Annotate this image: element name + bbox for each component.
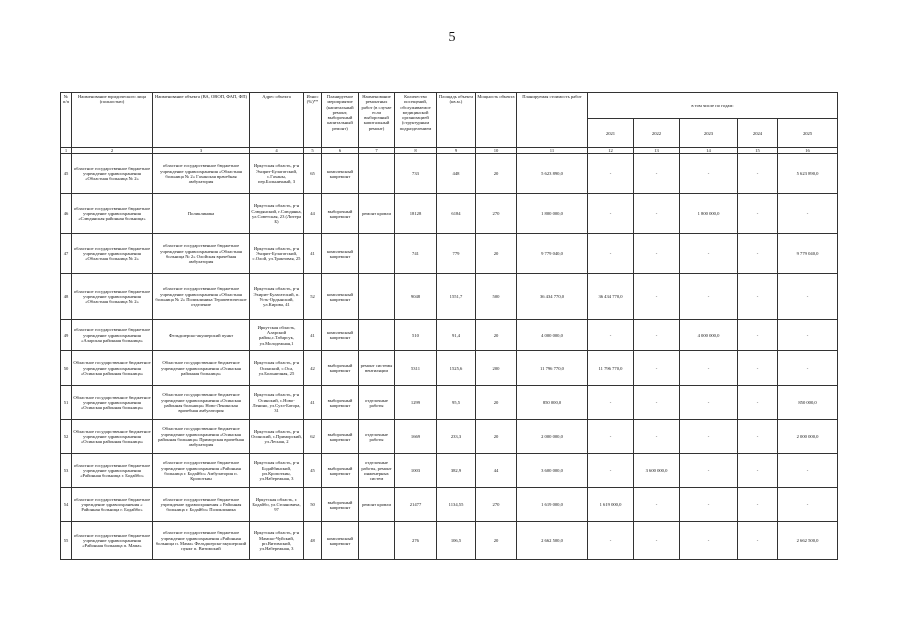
- cell-year-2023: 1 800 000,0: [680, 194, 738, 234]
- cell-year-2021: 36 434 770,0: [588, 274, 634, 320]
- table-row: [61, 274, 838, 320]
- cell-planned-event: выборочный капремонт: [322, 420, 359, 454]
- cell-power: 20: [476, 154, 517, 194]
- cell-cost: 4 000 000,0: [517, 320, 588, 351]
- cell-cost: 36 434 770,0: [517, 274, 588, 320]
- header-repair-works: Наименование ремонтных работ (в случае если выборочный капитальный ремонт): [359, 93, 395, 148]
- cell-year-2025: 850 000,0: [778, 386, 838, 420]
- cell-visits: 276: [395, 522, 437, 560]
- cell-address: Иркутская область, Аларский район,с.Табарсук, ул.Молодежная,1: [250, 320, 304, 351]
- cell-year-2024: -: [738, 320, 778, 351]
- column-number: 10: [476, 148, 517, 154]
- cell-wear: 44: [304, 194, 322, 234]
- cell-repair-works: [359, 154, 395, 194]
- cell-power: 270: [476, 194, 517, 234]
- cell-repair-works: ремонт системы вентиляции: [359, 351, 395, 386]
- cell-object-name: Поликлиника: [153, 194, 250, 234]
- column-number: 11: [517, 148, 588, 154]
- header-power: Мощность объекта: [476, 93, 517, 148]
- cell-object-name: Областное государственное бюджетное учреждение здравоохранения «Осинская районная больница»: [153, 351, 250, 386]
- cell-visits: 18128: [395, 194, 437, 234]
- cell-legal-entity: областное государственное бюджетное учреждение здравоохранения «Аларская районная больница»: [72, 320, 153, 351]
- cell-year-2021: -: [588, 320, 634, 351]
- cell-wear: 45: [304, 454, 322, 488]
- cell-planned-event: выборочный капремонт: [322, 454, 359, 488]
- header-planned-event: Планируемое мероприятие (капитальный ремонт, выборочный капитальный ремонт): [322, 93, 359, 148]
- cell-year-2025: -: [778, 454, 838, 488]
- column-number: 14: [680, 148, 738, 154]
- header-num: № п/п: [61, 93, 72, 148]
- cell-wear: 65: [304, 154, 322, 194]
- cell-year-2023: 4 000 000,0: [680, 320, 738, 351]
- cell-address: Иркутская область, р-н Осинский, с.Ново-Ленино, ул.Сухэ-Батора, 31: [250, 386, 304, 420]
- cell-planned-event: комплексный капремонт: [322, 234, 359, 274]
- cell-object-name: Областное государственное бюджетное учреждение здравоохранения «Осинская районная больница» Ново-Ленинская врачебная амбулатория: [153, 386, 250, 420]
- cell-year-2024: -: [738, 420, 778, 454]
- cell-year-2022: -: [634, 320, 680, 351]
- cell-year-2024: -: [738, 454, 778, 488]
- cell-cost: 5 623 890,0: [517, 154, 588, 194]
- header-cost: Планируемая стоимость работ: [517, 93, 588, 148]
- cell-num: 53: [61, 454, 72, 488]
- cell-repair-works: отделочные работы: [359, 420, 395, 454]
- cell-area: 1525,6: [437, 351, 476, 386]
- cell-wear: 42: [304, 351, 322, 386]
- column-number: 1: [61, 148, 72, 154]
- cell-num: 46: [61, 194, 72, 234]
- cell-num: 48: [61, 274, 72, 320]
- cell-year-2024: -: [738, 194, 778, 234]
- cell-area: 106,5: [437, 522, 476, 560]
- cell-legal-entity: Областное государственное бюджетное учреждение здравоохранения «Осинская районная больница»: [72, 386, 153, 420]
- cell-power: 200: [476, 351, 517, 386]
- header-year-2022: 2022: [634, 119, 680, 148]
- cell-area: 1551,7: [437, 274, 476, 320]
- header-year-2021: 2021: [588, 119, 634, 148]
- cell-num: 47: [61, 234, 72, 274]
- cell-planned-event: комплексный капремонт: [322, 320, 359, 351]
- cell-object-name: областное государственное бюджетное учреждение здравоохранения «Областная больница № 2» Гаханская врачебная амбулатория: [153, 154, 250, 194]
- cell-address: Иркутская область, р-н Эхирит-Булагатский, п. Усть-Ордынский, ул.Кирова, 41: [250, 274, 304, 320]
- cell-repair-works: [359, 522, 395, 560]
- cell-year-2024: -: [738, 522, 778, 560]
- cell-cost: 3 600 000,0: [517, 454, 588, 488]
- cell-year-2025: 5 623 890,0: [778, 154, 838, 194]
- cell-area: 233,3: [437, 420, 476, 454]
- cell-year-2023: -: [680, 386, 738, 420]
- column-number: 16: [778, 148, 838, 154]
- cell-legal-entity: Областное государственное бюджетное учреждение здравоохранения «Осинская районная больница»: [72, 351, 153, 386]
- cell-legal-entity: областное государственное бюджетное учреждение здравоохранения «Областная больница № 2»: [72, 274, 153, 320]
- cell-year-2021: -: [588, 234, 634, 274]
- page-number: 5: [448, 30, 456, 45]
- header-year-2023: 2023: [680, 119, 738, 148]
- cell-visits: 1669: [395, 420, 437, 454]
- cell-wear: 50: [304, 488, 322, 522]
- header-address: Адрес объекта: [250, 93, 304, 148]
- cell-area: 91,4: [437, 320, 476, 351]
- cell-year-2024: -: [738, 154, 778, 194]
- cell-year-2021: -: [588, 386, 634, 420]
- cell-num: 55: [61, 522, 72, 560]
- cell-num: 45: [61, 154, 72, 194]
- cell-legal-entity: областное государственное бюджетное учреждение здравоохранения «Районная больница г. Бодайбо»: [72, 454, 153, 488]
- cell-object-name: Областное государственное бюджетное учреждение здравоохранения «Осинская районная больница» Приморская врачебная амбулатория: [153, 420, 250, 454]
- cell-planned-event: выборочный капремонт: [322, 386, 359, 420]
- cell-visits: 510: [395, 320, 437, 351]
- cell-year-2024: -: [738, 234, 778, 274]
- cell-year-2021: 11 796 770,0: [588, 351, 634, 386]
- cell-year-2022: -: [634, 274, 680, 320]
- cell-cost: 2 662 500,0: [517, 522, 588, 560]
- cell-planned-event: комплексный капремонт: [322, 522, 359, 560]
- cell-power: 44: [476, 454, 517, 488]
- cell-num: 52: [61, 420, 72, 454]
- cell-power: 20: [476, 386, 517, 420]
- table-row: [61, 194, 838, 234]
- cell-year-2024: -: [738, 386, 778, 420]
- cell-cost: 1 619 000,0: [517, 488, 588, 522]
- column-number: 4: [250, 148, 304, 154]
- column-number: 12: [588, 148, 634, 154]
- column-number: 9: [437, 148, 476, 154]
- cell-power: 500: [476, 274, 517, 320]
- header-visits: Количество посещений, обслуживаемое медицинской организацией (структурным подразделением: [395, 93, 437, 148]
- repair-plan-table: [60, 92, 838, 560]
- column-number: 2: [72, 148, 153, 154]
- cell-year-2021: -: [588, 522, 634, 560]
- cell-year-2022: -: [634, 420, 680, 454]
- cell-year-2022: -: [634, 522, 680, 560]
- cell-cost: 11 796 770,0: [517, 351, 588, 386]
- cell-year-2025: 2 000 000,0: [778, 420, 838, 454]
- cell-visits: 741: [395, 234, 437, 274]
- cell-wear: 52: [304, 274, 322, 320]
- header-object-name: Наименование объекта (ВА, ОВОП, ФАП, ФП): [153, 93, 250, 148]
- cell-legal-entity: областное государственное бюджетное учреждение здравоохранения «Областная больница № 2»: [72, 154, 153, 194]
- column-number: 3: [153, 148, 250, 154]
- cell-visits: 733: [395, 154, 437, 194]
- cell-year-2023: -: [680, 154, 738, 194]
- cell-visits: 1299: [395, 386, 437, 420]
- cell-object-name: областное государственное бюджетное учреждение здравоохранения «Областная больница № 2» Олойская врачебная амбулатория: [153, 234, 250, 274]
- cell-legal-entity: Областное государственное бюджетное учреждение здравоохранения «Осинская районная больница»: [72, 420, 153, 454]
- cell-year-2022: -: [634, 386, 680, 420]
- cell-year-2024: -: [738, 351, 778, 386]
- cell-legal-entity: областное государственное бюджетное учреждение здравоохранения « Районная больница г. Бодайбо»: [72, 488, 153, 522]
- header-area: Площадь объекта (кв.м.): [437, 93, 476, 148]
- column-number: 5: [304, 148, 322, 154]
- cell-num: 51: [61, 386, 72, 420]
- cell-year-2021: 1 619 000,0: [588, 488, 634, 522]
- cell-visits: 5311: [395, 351, 437, 386]
- cell-year-2021: -: [588, 154, 634, 194]
- cell-year-2025: 2 662 500,0: [778, 522, 838, 560]
- table-row: [61, 351, 838, 386]
- cell-visits: 9048: [395, 274, 437, 320]
- cell-cost: 2 000 000,0: [517, 420, 588, 454]
- cell-year-2025: -: [778, 274, 838, 320]
- cell-num: 49: [61, 320, 72, 351]
- header-years-group: в том числе по годам:: [588, 93, 838, 119]
- cell-address: Иркутская область, р-н Мамско-Чуйский, рп.Витимский, ул.Набережная, 3: [250, 522, 304, 560]
- cell-area: 95,5: [437, 386, 476, 420]
- table-row: [61, 154, 838, 194]
- table-row: [61, 420, 838, 454]
- cell-power: 270: [476, 488, 517, 522]
- table-row: [61, 522, 838, 560]
- table-row: [61, 386, 838, 420]
- cell-cost: 850 000,0: [517, 386, 588, 420]
- cell-legal-entity: областное государственное бюджетное учреждение здравоохранения «Слюдянская районная больница»: [72, 194, 153, 234]
- cell-visits: 1003: [395, 454, 437, 488]
- cell-object-name: Фельдшерско-акушерский пункт: [153, 320, 250, 351]
- cell-planned-event: выборочный капремонт: [322, 194, 359, 234]
- cell-year-2022: -: [634, 194, 680, 234]
- column-number: 15: [738, 148, 778, 154]
- cell-year-2021: -: [588, 194, 634, 234]
- cell-wear: 41: [304, 234, 322, 274]
- cell-legal-entity: областное государственное бюджетное учреждение здравоохранения «Областная больница № 2»: [72, 234, 153, 274]
- cell-address: Иркутская область, р-н Эхирит-Булагатский, с.Олой, ул.Трактовая, 25: [250, 234, 304, 274]
- cell-year-2022: -: [634, 351, 680, 386]
- cell-year-2025: -: [778, 488, 838, 522]
- cell-wear: 41: [304, 320, 322, 351]
- cell-year-2023: -: [680, 454, 738, 488]
- cell-year-2025: 9 779 040,0: [778, 234, 838, 274]
- cell-year-2023: -: [680, 420, 738, 454]
- cell-year-2022: 3 600 000,0: [634, 454, 680, 488]
- cell-year-2023: -: [680, 234, 738, 274]
- cell-repair-works: ремонт кровли: [359, 488, 395, 522]
- cell-year-2024: -: [738, 274, 778, 320]
- cell-address: Иркутская область, г. Бодайбо, ул.Стояновича, 97: [250, 488, 304, 522]
- cell-power: 20: [476, 522, 517, 560]
- cell-num: 50: [61, 351, 72, 386]
- cell-year-2023: -: [680, 488, 738, 522]
- cell-cost: 1 800 000,0: [517, 194, 588, 234]
- cell-visits: 21477: [395, 488, 437, 522]
- cell-planned-event: выборочный капремонт: [322, 488, 359, 522]
- cell-repair-works: [359, 320, 395, 351]
- cell-address: Иркутская область, р-н Слюдянский, г.Слюдянка, ул.Советская, 23 (Литера Б): [250, 194, 304, 234]
- header-legal-entity: Наименование юридического лица (полностью): [72, 93, 153, 148]
- cell-object-name: областное государственное бюджетное учреждение здравоохранения «Районная больница г. Бодайбо» Амбулатория п. Кропоткин: [153, 454, 250, 488]
- header-year-2025: 2025: [778, 119, 838, 148]
- cell-area: 448: [437, 154, 476, 194]
- cell-object-name: областное государственное бюджетное учреждение здравоохранения «Областная больница № 2» Поликлиника Терапевтическое отделение: [153, 274, 250, 320]
- table-body: [61, 154, 838, 560]
- cell-repair-works: отделочные работы, ремонт инженерных систем: [359, 454, 395, 488]
- header-year-2024: 2024: [738, 119, 778, 148]
- table-row: [61, 320, 838, 351]
- cell-planned-event: комплексный капремонт: [322, 274, 359, 320]
- cell-planned-event: выборочный капремонт: [322, 351, 359, 386]
- cell-area: 1134,55: [437, 488, 476, 522]
- cell-year-2023: -: [680, 351, 738, 386]
- table-row: [61, 488, 838, 522]
- table-row: [61, 454, 838, 488]
- cell-area: 382,9: [437, 454, 476, 488]
- cell-wear: 62: [304, 420, 322, 454]
- cell-area: 779: [437, 234, 476, 274]
- cell-power: 20: [476, 420, 517, 454]
- cell-year-2025: -: [778, 351, 838, 386]
- column-number: 6: [322, 148, 359, 154]
- cell-year-2022: -: [634, 154, 680, 194]
- column-number: 7: [359, 148, 395, 154]
- cell-repair-works: [359, 234, 395, 274]
- column-number: 13: [634, 148, 680, 154]
- cell-address: Иркутская область, р-н Осинский, с.Приморский, ул.Лесная, 2: [250, 420, 304, 454]
- cell-repair-works: ремонт кровли: [359, 194, 395, 234]
- cell-year-2021: -: [588, 454, 634, 488]
- cell-address: Иркутская область, р-н Бодайбинский, рп.Кропоткин, ул.Набережная, 3: [250, 454, 304, 488]
- cell-year-2024: -: [738, 488, 778, 522]
- cell-object-name: областное государственное бюджетное учреждение здравоохранения «Районная больница п. Мама» Фельдшерско-акушерский пункт п. Витимский: [153, 522, 250, 560]
- cell-power: 20: [476, 234, 517, 274]
- cell-year-2025: -: [778, 194, 838, 234]
- header-wear: Износ (%)**: [304, 93, 322, 148]
- cell-year-2022: -: [634, 234, 680, 274]
- cell-year-2023: -: [680, 274, 738, 320]
- cell-area: 6184: [437, 194, 476, 234]
- cell-num: 54: [61, 488, 72, 522]
- cell-power: 20: [476, 320, 517, 351]
- cell-repair-works: отделочные работы: [359, 386, 395, 420]
- cell-year-2022: -: [634, 488, 680, 522]
- cell-wear: 48: [304, 522, 322, 560]
- cell-object-name: областное государственное бюджетное учреждение здравоохранения « Районная больница г. Бодайбо» Поликлиника: [153, 488, 250, 522]
- column-number: 8: [395, 148, 437, 154]
- cell-year-2023: -: [680, 522, 738, 560]
- cell-address: Иркутская область, р-н Осинский, с.Оса, ул.Больничная, 25: [250, 351, 304, 386]
- cell-cost: 9 779 040,0: [517, 234, 588, 274]
- cell-year-2021: -: [588, 420, 634, 454]
- cell-planned-event: комплексный капремонт: [322, 154, 359, 194]
- cell-repair-works: [359, 274, 395, 320]
- cell-address: Иркутская область, р-н Эхирит-Булагатский, с.Гаханы, пер.Больничный, 3: [250, 154, 304, 194]
- cell-legal-entity: областное государственное бюджетное учреждение здравоохранения «Районная больница п. Мама»: [72, 522, 153, 560]
- cell-year-2025: -: [778, 320, 838, 351]
- cell-wear: 41: [304, 386, 322, 420]
- table-row: [61, 234, 838, 274]
